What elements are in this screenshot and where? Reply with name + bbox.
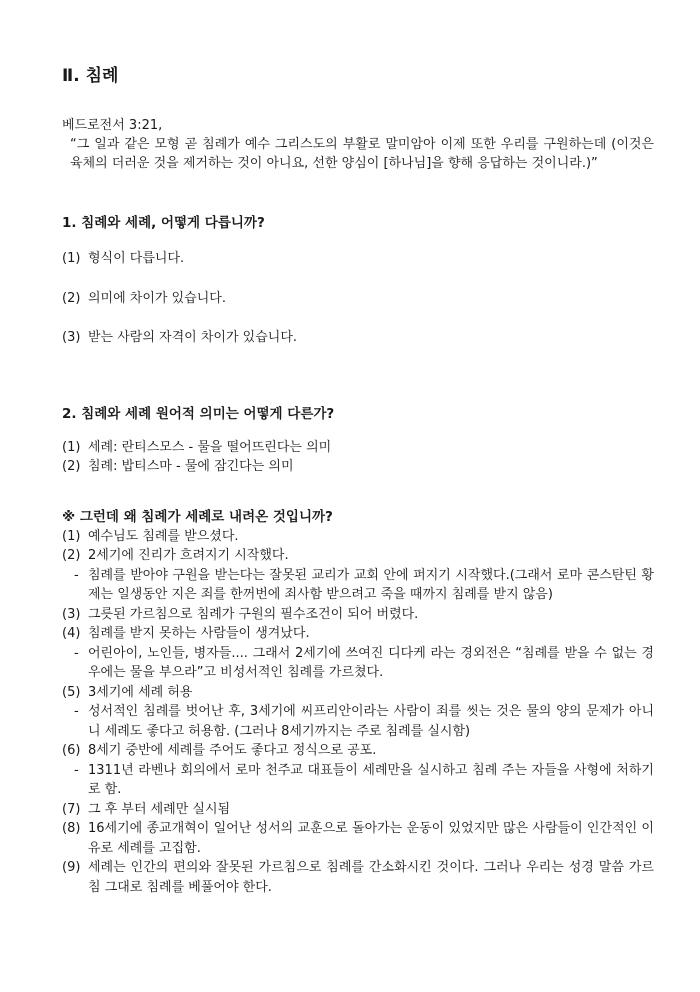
item-number: (3) xyxy=(62,606,81,622)
sub-item-text: 침례를 받아야 구원을 받는다는 잘못된 교리가 교회 안에 퍼지기 시작했다.(그래서 로마 콘스탄틴 황제는 일생동안 지은 죄를 한꺼번에 죄사함 받으려고 죽을 때까지 침례를 받지 않음) xyxy=(88,567,654,602)
scripture-reference: 베드로전서 3:21, xyxy=(62,118,163,133)
scripture-quote: “그 일과 같은 모형 곧 침례가 예수 그리스도의 부활로 말미암아 이제 또한 우리를 구원하는데 (이것은 육체의 더러운 것을 제거하는 것이 아니요, 선한 양심이 [하나님]을 향해 응답하는 것이니라.)” xyxy=(70,137,654,171)
section-title: Ⅱ. 침례 xyxy=(62,66,119,86)
item-text: 침례를 받지 못하는 사람들이 생겨났다. xyxy=(88,626,310,641)
list-item xyxy=(62,605,654,625)
item-number: (5) xyxy=(62,684,81,700)
item-text: 3세기에 세례 허용 xyxy=(88,684,193,700)
question-1-heading: 1. 침례와 세례, 어떻게 다릅니까? xyxy=(62,215,265,231)
sub-item-text: 성서적인 침례를 벗어난 후, 3세기에 씨프리안이라는 사람이 죄를 씻는 것은 물의 양의 문제가 아니니 세례도 좋다고 허용함. (그러나 8세기까지는 주로 침례를 실시함) xyxy=(88,704,654,739)
item-text: 형식이 다릅니다. xyxy=(88,251,185,266)
list-item xyxy=(62,819,654,858)
list-item xyxy=(62,457,654,477)
item-text: 침례: 밥티스마 - 물에 잠긴다는 의미 xyxy=(88,459,294,474)
sub-item: - 침례를 받아야 구원을 받는다는 잘못된 교리가 교회 안에 퍼지기 시작했다.(그래서 로마 콘스탄틴 황제는 일생동안 지은 죄를 한꺼번에 죄사함 받으려고 죽을 때까지 침례를 받지 않음) xyxy=(62,566,654,605)
list-item xyxy=(62,527,654,547)
item-text: 8세기 중반에 세례를 주어도 좋다고 정식으로 공포. xyxy=(88,743,377,758)
item-number: (8) xyxy=(62,821,81,836)
item-number: (7) xyxy=(62,801,81,817)
item-text: 세례: 란티스모스 - 물을 떨어뜨린다는 의미 xyxy=(88,439,332,455)
list-item xyxy=(62,858,654,897)
document-page xyxy=(62,62,654,897)
item-text: 예수님도 침례를 받으셨다. xyxy=(88,528,239,544)
sub-item: - 어린아이, 노인들, 병자들.... 그래서 2세기에 쓰여진 디다케 라는 경외전은 “침례를 받을 수 없는 경우에는 물을 부으라”고 비성서적인 침례를 가르쳤다. xyxy=(62,644,654,683)
item-number: (9) xyxy=(62,860,81,875)
item-number: (6) xyxy=(62,743,81,758)
item-number: (2) xyxy=(62,290,81,306)
list-item xyxy=(62,546,654,566)
list-item xyxy=(62,683,654,703)
question-2-heading: 2. 침례와 세례 원어적 의미는 어떻게 다른가? xyxy=(62,405,335,422)
sub-item: - 1311년 라벤나 회의에서 로마 천주교 대표들이 세례만을 실시하고 침례 주는 자들을 사형에 처하기로 함. xyxy=(62,761,654,800)
list-item xyxy=(62,289,654,309)
item-number: (1) xyxy=(62,439,81,455)
item-text: 그릇된 가르침으로 침례가 구원의 필수조건이 되어 버렸다. xyxy=(88,606,419,622)
list-item xyxy=(62,249,654,269)
item-number: (1) xyxy=(62,251,81,266)
list-item xyxy=(62,741,654,761)
item-number: (2) xyxy=(62,548,81,563)
list-item xyxy=(62,328,654,348)
sub-item-text: 1311년 라벤나 회의에서 로마 천주교 대표들이 세례만을 실시하고 침례 주는 자들을 사형에 처하기로 함. xyxy=(88,762,654,797)
item-text: 그 후 부터 세례만 실시됨 xyxy=(88,801,231,817)
item-text: 세례는 인간의 편의와 잘못된 가르침으로 침례를 간소화시킨 것이다. 그러나 우리는 성경 말씀 가르침 그대로 침례를 베풀어야 한다. xyxy=(88,860,654,895)
item-number: (4) xyxy=(62,626,81,641)
list-item xyxy=(62,800,654,820)
item-text: 의미에 차이가 있습니다. xyxy=(88,290,226,306)
item-text: 2세기에 진리가 흐려지기 시작했다. xyxy=(88,548,289,563)
item-number: (3) xyxy=(62,330,81,345)
list-item xyxy=(62,624,654,644)
item-number: (2) xyxy=(62,459,81,474)
sub-item-text: 어린아이, 노인들, 병자들.... 그래서 2세기에 쓰여진 디다케 라는 경외전은 “침례를 받을 수 없는 경우에는 물을 부으라”고 비성서적인 침례를 가르쳤다. xyxy=(88,645,654,680)
item-text: 받는 사람의 자격이 차이가 있습니다. xyxy=(88,330,298,345)
item-number: (1) xyxy=(62,528,81,544)
question-3-heading: ※ 그런데 왜 침례가 세례로 내려온 것입니까? xyxy=(62,508,333,525)
list-item xyxy=(62,438,654,458)
sub-item: - 성서적인 침례를 벗어난 후, 3세기에 씨프리안이라는 사람이 죄를 씻는 것은 물의 양의 문제가 아니니 세례도 좋다고 허용함. (그러나 8세기까지는 주로 침례를 실시함) xyxy=(62,702,654,741)
item-text: 16세기에 종교개혁이 일어난 성서의 교훈으로 돌아가는 운동이 있었지만 많은 사람들이 인간적인 이유로 세례를 고집함. xyxy=(88,821,654,856)
